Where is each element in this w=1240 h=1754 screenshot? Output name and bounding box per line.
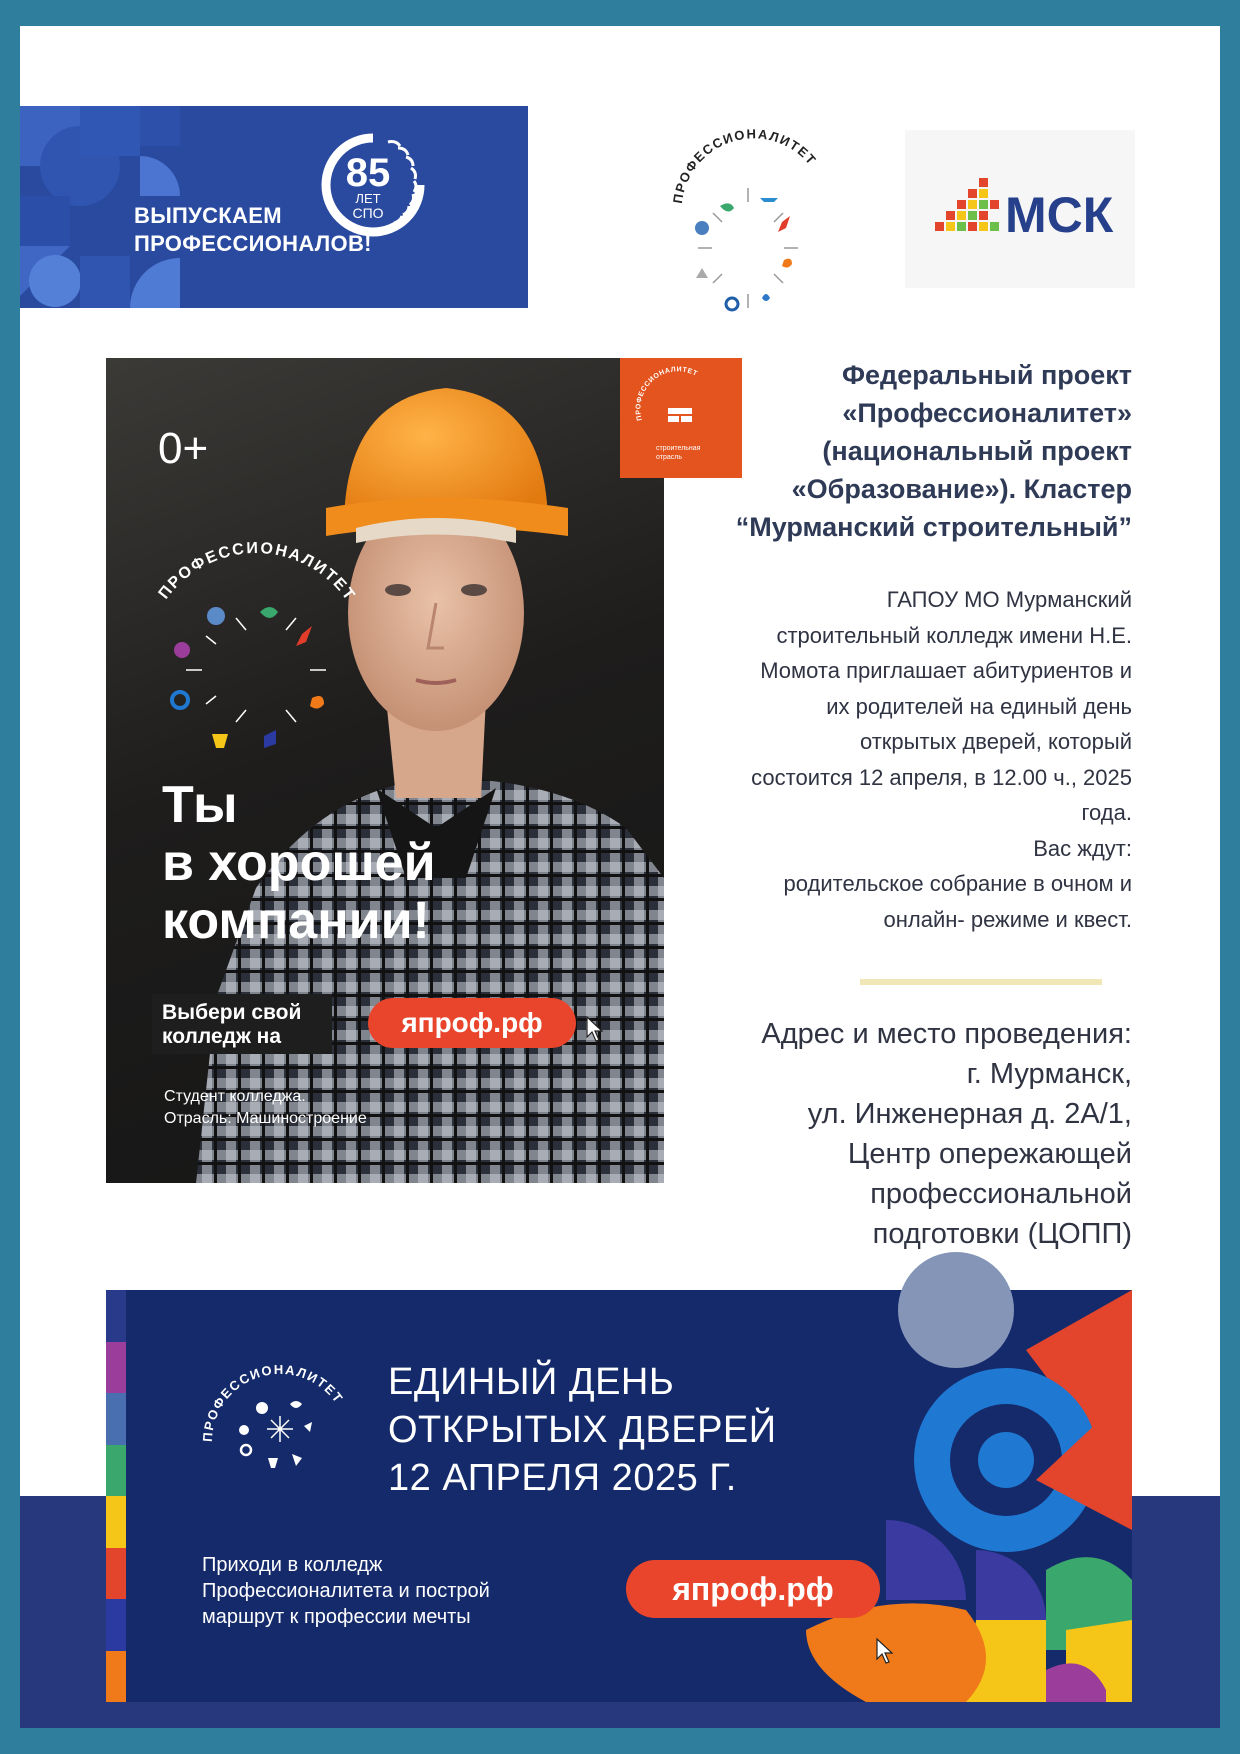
banner-professionalitet-logo — [198, 1346, 362, 1510]
banner-sub-line-3: маршрут к профессии мечты — [202, 1606, 471, 1628]
poster-professionalitet-logo — [146, 538, 386, 758]
banner-line-2: ПРОФЕССИОНАЛОВ! — [134, 231, 372, 256]
spo-85-banner — [20, 106, 528, 308]
banner-line-1: ВЫПУСКАЕМ — [134, 203, 282, 228]
banner-sub-line-2: Профессионалитета и построй — [202, 1580, 490, 1602]
msk-logo — [905, 130, 1135, 288]
project-line-4: «Образование»). Кластер — [791, 474, 1132, 504]
poster-you-are-in-good-company — [106, 358, 701, 1183]
invite-line-6: состоится 12 апреля, в 12.00 ч., 2025 — [751, 764, 1132, 790]
banner-sub-line-1: Приходи в колледж — [202, 1554, 383, 1576]
invite-line-4: их родителей на единый день — [826, 693, 1132, 719]
invite-line-2: строительный колледж имени Н.Е. — [776, 622, 1132, 648]
invitation-text — [672, 582, 1132, 937]
invite-line-5: открытых дверей, который — [859, 729, 1132, 754]
project-line-2: «Профессионалитет» — [842, 398, 1132, 428]
poster-logo-arc-text: ПРОФЕССИОНАЛИТЕТ — [155, 539, 359, 605]
banner-title-line-1: ЕДИНЫЙ ДЕНЬ — [388, 1361, 675, 1403]
svg-text:ПРОФЕССИОНАЛИТЕТ — [670, 126, 820, 204]
msk-logo-text: МСК — [1005, 187, 1114, 243]
section-divider — [860, 979, 1102, 985]
caption-line-1: Студент колледжа. — [164, 1088, 306, 1105]
invite-line-7: года. — [1081, 800, 1132, 825]
invite-line-10: онлайн- режиме и квест. — [883, 906, 1132, 932]
badge-85-icon — [318, 130, 428, 240]
address-line-2: г. Мурманск, — [966, 1058, 1132, 1090]
cursor-arrow-icon — [586, 1016, 604, 1042]
badge-number: 85 — [345, 151, 391, 195]
tile-arc-text: ПРОФЕССИОНАЛИТЕТ — [635, 366, 699, 422]
svg-text:ПРОФЕССИОНАЛИТЕТ — [200, 1362, 347, 1442]
address-line-1: Адрес и место проведения: — [761, 1018, 1132, 1050]
project-line-1: Федеральный проект — [842, 360, 1132, 390]
svg-text:ПРОФЕССИОНАЛИТЕТ — [156, 540, 359, 605]
banner-title-line-3: 12 АПРЕЛЯ 2025 Г. — [388, 1457, 737, 1499]
choose-college-label — [152, 994, 332, 1054]
tile-caption-2: отрасль — [656, 454, 682, 461]
banner-logo-arc-text: ПРОФЕССИОНАЛИТЕТ — [199, 1361, 347, 1443]
federal-project-title — [632, 356, 1132, 546]
open-day-banner — [106, 1290, 1132, 1702]
address-line-4: Центр опережающей — [847, 1138, 1132, 1170]
invite-line-3: Момота приглашает абитуриентов и — [760, 658, 1132, 683]
msk-logo-icon — [905, 130, 1135, 288]
event-address — [652, 1014, 1132, 1254]
banner-title-line-2: ОТКРЫТЫХ ДВЕРЕЙ — [388, 1409, 777, 1451]
tile-caption-1: строительная — [656, 445, 701, 452]
age-rating: 0+ — [158, 424, 209, 473]
address-line-3: ул. Инженерная д. 2А/1, — [807, 1098, 1132, 1130]
project-line-5: “Мурманский строительный” — [735, 512, 1132, 542]
logo-arc-text: ПРОФЕССИОНАЛИТЕТ — [669, 126, 820, 205]
banner-cursor-arrow-icon — [876, 1638, 894, 1664]
choose-line-1: Выбери свой — [162, 1001, 302, 1024]
invite-line-9: родительское собрание в очном и — [783, 871, 1132, 896]
badge-line-2: СПО — [352, 205, 384, 221]
address-line-5: профессиональной — [870, 1178, 1132, 1210]
caption-line-2: Отрасль: Машиностроение — [164, 1110, 367, 1127]
badge-line-1: ЛЕТ — [355, 191, 381, 206]
choose-line-2: колледж на — [162, 1025, 282, 1048]
invite-line-1: ГАПОУ МО Мурманский — [886, 587, 1132, 612]
flyer-sheet — [20, 26, 1220, 1728]
invite-line-8: Вас ждут: — [1033, 835, 1132, 861]
project-line-3: (национальный проект — [822, 436, 1132, 466]
student-photo — [106, 358, 664, 1183]
headline-line-1: Ты — [162, 776, 238, 834]
headline-line-2: в хорошей — [162, 834, 436, 892]
banner-url-link[interactable]: япроф.рф — [626, 1560, 880, 1618]
poster-url-link[interactable]: япроф.рф — [368, 998, 576, 1048]
professionalitet-logo — [658, 118, 858, 318]
headline-line-3: компании! — [162, 892, 430, 950]
address-line-6: подготовки (ЦОПП) — [872, 1218, 1132, 1250]
